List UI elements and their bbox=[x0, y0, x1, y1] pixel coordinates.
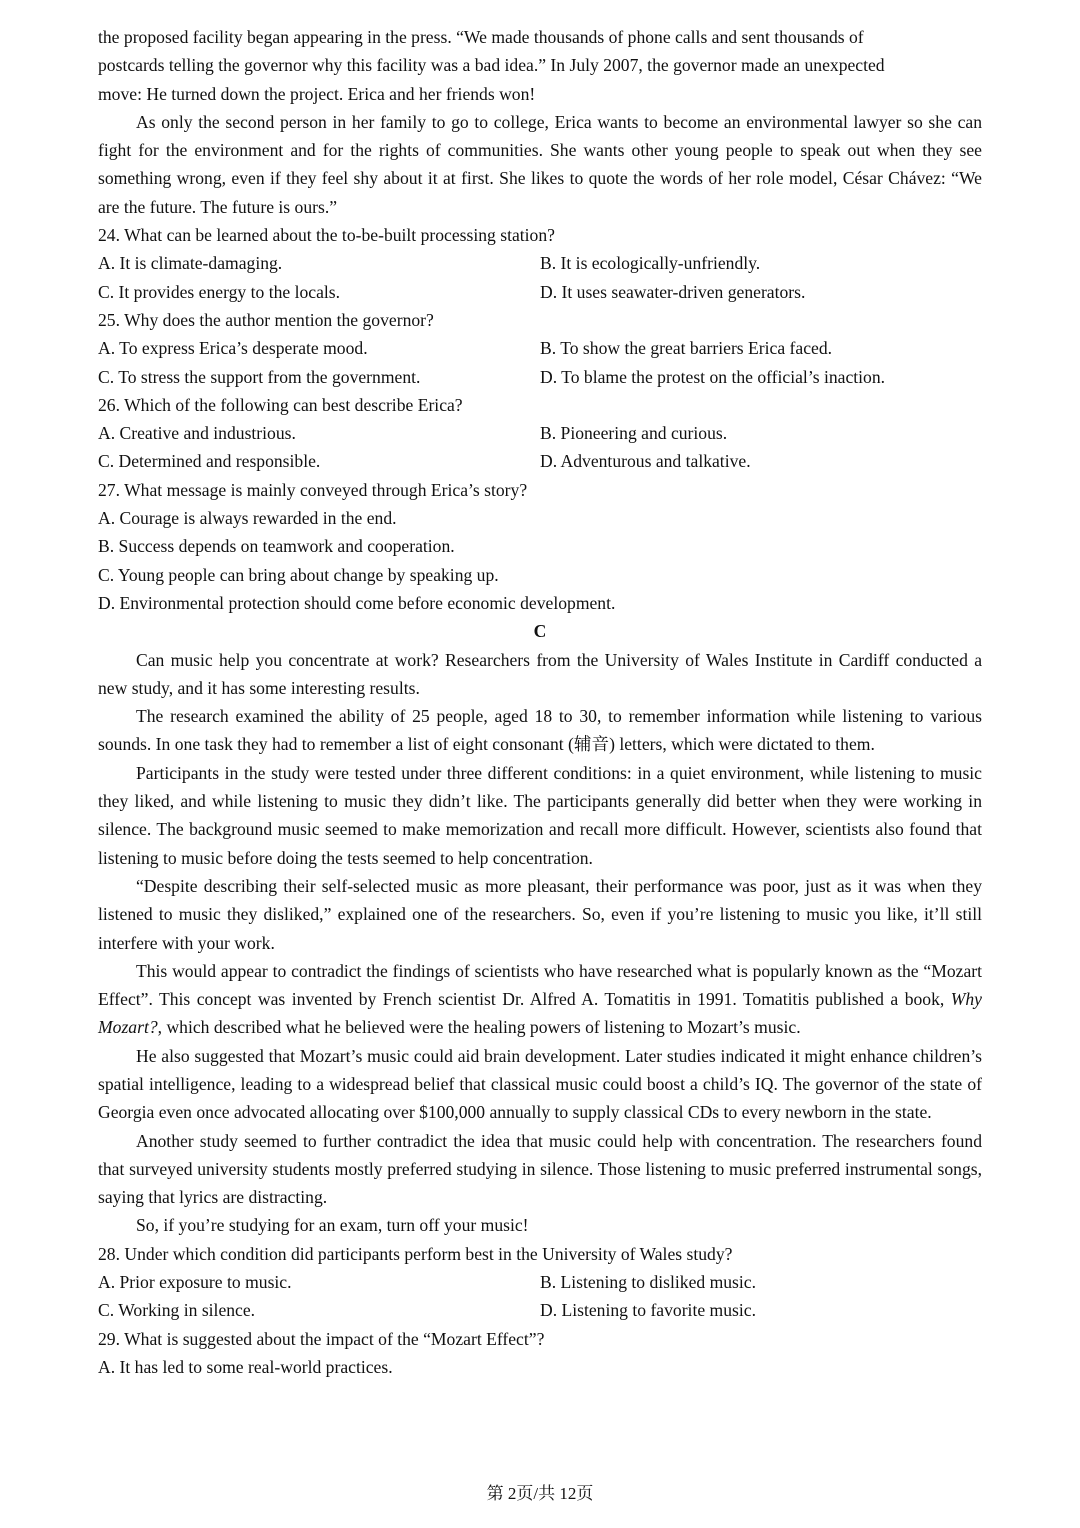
section-heading: C bbox=[533, 621, 547, 642]
option-24-d: D. It uses seawater-driven generators. bbox=[540, 281, 806, 302]
option-27-d: D. Environmental protection should come before economic development. bbox=[98, 592, 616, 613]
option-27-b: B. Success depends on teamwork and cooperation. bbox=[98, 536, 455, 557]
intro-paragraph: As only the second person in her family to go to college, Erica wants to become an environmental lawyer so she can fight for the environment and for the rights of communities. She wants other young people to speak out when they see something wrong, even if they feel shy about it at first. She likes to quote the words of her role model, César Chávez: “We are the future. The future is ours.” bbox=[98, 111, 982, 217]
book-title: Why Mozart? bbox=[98, 989, 982, 1038]
option-28-d: D. Listening to favorite music. bbox=[540, 1300, 756, 1321]
paragraph-5-text-before: This would appear to contradict the findings of scientists who have researched what is popularly known as the “Mozart Effect”. This concept was invented by French scientist Dr. Alfred A. Tomatitis in 1991. Tomatitis published a book, bbox=[98, 960, 982, 1010]
option-27-c: C. Young people can bring about change by speaking up. bbox=[98, 564, 499, 585]
options-row bbox=[98, 363, 982, 391]
passage-c-paragraph-7: Another study seemed to further contradict the idea that music could help with concentration. The researchers found that surveyed university students mostly preferred studying in silence. Those listening to music preferred instrumental songs, saying that lyrics are distracting. bbox=[98, 1130, 982, 1208]
passage-c-paragraph-3: Participants in the study were tested under three different conditions: in a quiet environment, while listening to music they liked, and while listening to music they didn’t like. The participants generally did better when they were working in silence. The background music seemed to make memorization and recall more difficult. However, scientists also found that listening to music before doing the tests seemed to help concentration. bbox=[98, 762, 982, 868]
option-24-a: A. It is climate-damaging. bbox=[98, 253, 283, 274]
option-26-c: C. Determined and responsible. bbox=[98, 451, 321, 472]
question-26: 26. Which of the following can best describe Erica? bbox=[98, 394, 463, 415]
page-content bbox=[98, 23, 982, 1381]
passage-c-paragraph-8: So, if you’re studying for an exam, turn off your music! bbox=[136, 1215, 529, 1236]
option-25-b: B. To show the great barriers Erica faced. bbox=[540, 338, 833, 359]
passage-c-paragraph-2: The research examined the ability of 25 people, aged 18 to 30, to remember information while listening to various sounds. In one task they had to remember a list of eight consonant (辅音) letters, which were dictated to them. bbox=[98, 706, 982, 755]
passage-c-paragraph-4: “Despite describing their self-selected music as more pleasant, their performance was poor, just as it was when they listened to music they disliked,” explained one of the researchers. So, even if you’re listening to music you like, it’ll still interfere with your work. bbox=[98, 875, 982, 953]
option-26-a: A. Creative and industrious. bbox=[98, 423, 296, 444]
option-24-c: C. It provides energy to the locals. bbox=[98, 281, 341, 302]
question-28: 28. Under which condition did participants perform best in the University of Wales study? bbox=[98, 1243, 733, 1264]
option-28-a: A. Prior exposure to music. bbox=[98, 1272, 292, 1293]
options-row bbox=[98, 1268, 982, 1296]
question-27: 27. What message is mainly conveyed through Erica’s story? bbox=[98, 479, 528, 500]
paragraph-5-text-after: , which described what he believed were the healing powers of listening to Mozart’s music. bbox=[157, 1017, 801, 1038]
option-26-d: D. Adventurous and talkative. bbox=[540, 451, 751, 472]
question-29: 29. What is suggested about the impact of the “Mozart Effect”? bbox=[98, 1328, 545, 1349]
options-row bbox=[98, 419, 982, 447]
intro-line-3: move: He turned down the project. Erica and her friends won! bbox=[98, 83, 536, 104]
option-28-c: C. Working in silence. bbox=[98, 1300, 256, 1321]
intro-line-2: postcards telling the governor why this facility was a bad idea.” In July 2007, the governor made an unexpected bbox=[98, 55, 885, 76]
passage-c-paragraph-5 bbox=[98, 957, 982, 1042]
option-26-b: B. Pioneering and curious. bbox=[540, 423, 728, 444]
passage-c-paragraph-6: He also suggested that Mozart’s music could aid brain development. Later studies indicated it might enhance children’s spatial intelligence, leading to a widespread belief that classical music could boost a child’s IQ. The governor of the state of Georgia even once advocated allocating over $100,000 annually to supply classical CDs to every newborn in the state. bbox=[98, 1045, 982, 1123]
intro-line-1: the proposed facility began appearing in the press. “We made thousands of phone calls and sent thousands of bbox=[98, 27, 864, 47]
options-row bbox=[98, 447, 982, 475]
option-25-c: C. To stress the support from the government. bbox=[98, 366, 421, 387]
options-row bbox=[98, 278, 982, 306]
option-28-b: B. Listening to disliked music. bbox=[540, 1272, 757, 1293]
option-24-b: B. It is ecologically-unfriendly. bbox=[540, 253, 761, 274]
option-27-a: A. Courage is always rewarded in the end. bbox=[98, 508, 397, 529]
options-row bbox=[98, 249, 982, 277]
options-row bbox=[98, 334, 982, 362]
page-number-footer: 第 2页/共 12页 bbox=[486, 1484, 594, 1503]
option-25-a: A. To express Erica’s desperate mood. bbox=[98, 338, 368, 359]
question-24: 24. What can be learned about the to-be-built processing station? bbox=[98, 225, 555, 246]
option-25-d: D. To blame the protest on the official’s inaction. bbox=[540, 366, 886, 387]
options-row bbox=[98, 1296, 982, 1324]
question-25: 25. Why does the author mention the governor? bbox=[98, 309, 434, 330]
option-29-a: A. It has led to some real-world practices. bbox=[98, 1356, 393, 1377]
passage-c-paragraph-1: Can music help you concentrate at work? Researchers from the University of Wales Institute in Cardiff conducted a new study, and it has some interesting results. bbox=[98, 649, 982, 698]
